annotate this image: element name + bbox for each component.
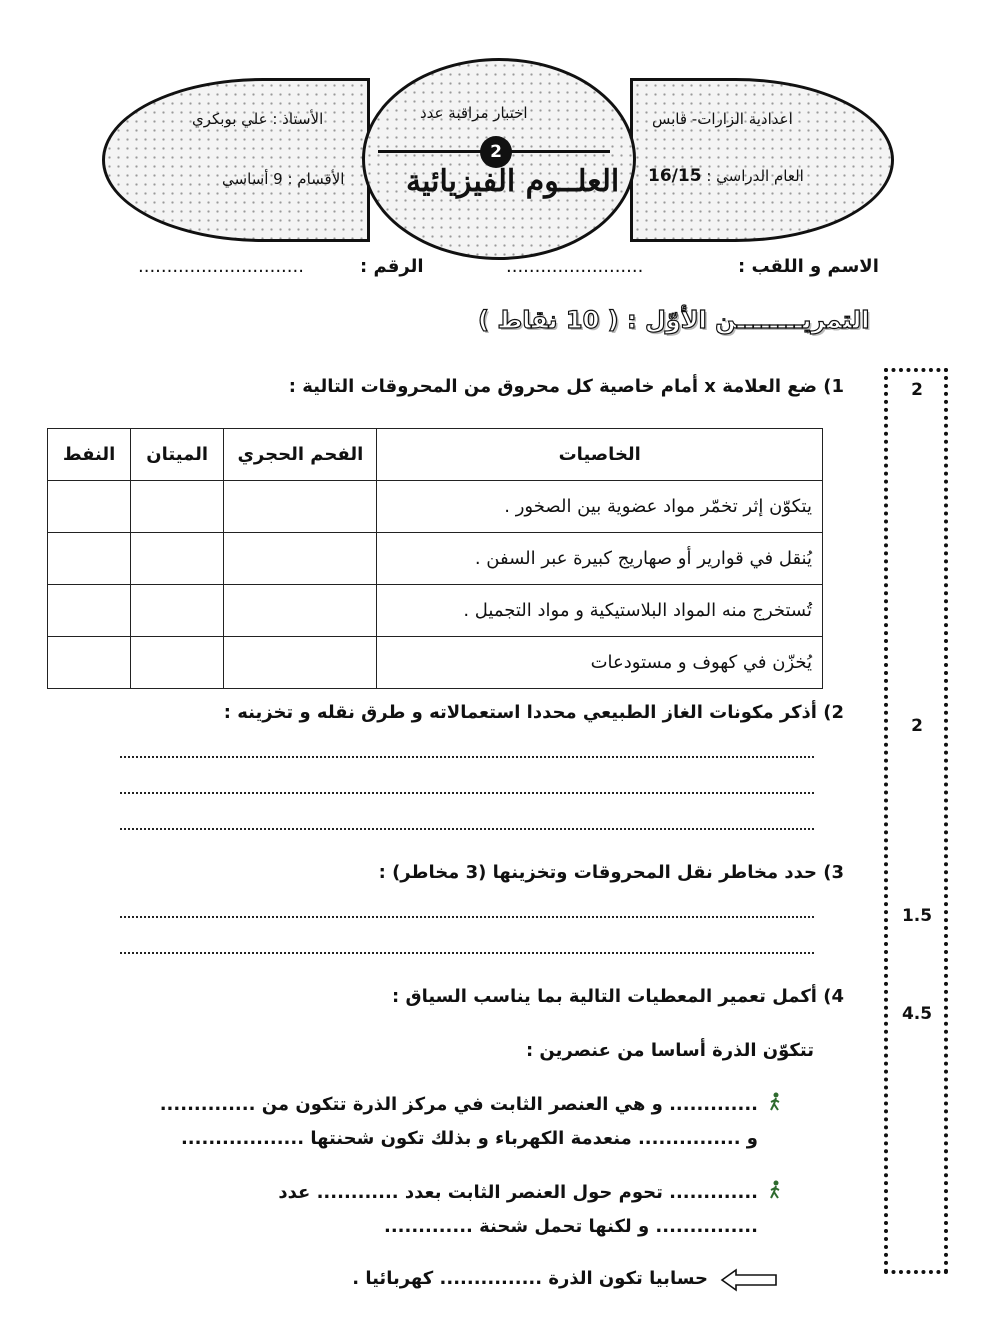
property-cell: تُستخرج منه المواد البلاستيكية و مواد التجميل . (377, 585, 823, 637)
walking-figure-icon (768, 1092, 782, 1112)
q4-intro: تتكوّن الذرة أساسا من عنصرين : (525, 1040, 814, 1061)
fuel-properties-table (47, 428, 823, 689)
oil-checkbox-cell[interactable] (48, 585, 131, 637)
q4-bullet1-line2: و ............... منعدمة الكهرباء و بذلك تكون شحنتها .................. (180, 1128, 758, 1149)
subject-title: العلــوم الفيزيائية (406, 164, 620, 199)
q4-bullet2-line1: ............. تحوم حول العنصر الثابت بعدد ............ عدد (278, 1182, 758, 1203)
table-header-row (48, 429, 823, 481)
oil-checkbox-cell[interactable] (48, 533, 131, 585)
oil-checkbox-cell[interactable] (48, 637, 131, 689)
question-3: 3) حدد مخاطر نقل المحروقات وتخزينها (3 مخاطر) : (378, 862, 844, 883)
table-row (48, 481, 823, 533)
table-row (48, 637, 823, 689)
exercise-title: التمريــــــــن الأوّل : ( 10 نقاط ) (478, 306, 870, 334)
header-coal: الفحم الحجري (224, 429, 377, 481)
answer-line[interactable] (120, 828, 814, 830)
name-label: الاسم و اللقب : (738, 256, 879, 277)
score-q2: 2 (911, 716, 923, 736)
property-cell: يُخزّن في كهوف و مستودعات (377, 637, 823, 689)
arrow-left-icon (720, 1268, 778, 1292)
answer-line[interactable] (120, 792, 814, 794)
methane-checkbox-cell[interactable] (131, 637, 224, 689)
methane-checkbox-cell[interactable] (131, 481, 224, 533)
classes-label: الأقسام : 9 أساسي (222, 170, 345, 188)
coal-checkbox-cell[interactable] (224, 637, 377, 689)
score-q4: 4.5 (901, 1004, 933, 1024)
methane-checkbox-cell[interactable] (131, 585, 224, 637)
header-properties: الخاصيات (377, 429, 823, 481)
header-right-panel (630, 78, 894, 242)
property-cell: يتكوّن إثر تخمّر مواد عضوية بين الصخور . (377, 481, 823, 533)
header-left-panel (102, 78, 370, 242)
header-methane: الميتان (131, 429, 224, 481)
number-label: الرقم : (360, 256, 424, 277)
answer-line[interactable] (120, 756, 814, 758)
score-q3: 1.5 (901, 906, 933, 926)
school-name: اعدادية الزارات- قابس (652, 110, 793, 128)
exam-number-badge: 2 (480, 136, 512, 168)
question-1: 1) ضع العلامة x أمام خاصية كل محروق من المحروقات التالية : (288, 376, 844, 397)
question-4: 4) أكمل تعمير المعطيات التالية بما يناسب السياق : (392, 986, 844, 1007)
q4-conclusion: حسابيا تكون الذرة ............... كهربائيا . (352, 1268, 708, 1289)
exam-title: اختبار مراقبة عدد (420, 104, 528, 122)
number-field[interactable]: ............................. (138, 256, 304, 277)
answer-line[interactable] (120, 952, 814, 954)
question-2: 2) أذكر مكونات الغاز الطبيعي محددا استعمالاته و طرق نقله و تخزينه : (223, 702, 844, 723)
school-year: 16/15 العام الدراسي : (648, 166, 804, 186)
score-column (884, 368, 948, 1274)
table-row (48, 585, 823, 637)
oil-checkbox-cell[interactable] (48, 481, 131, 533)
score-q1: 2 (911, 380, 923, 400)
table-row (48, 533, 823, 585)
coal-checkbox-cell[interactable] (224, 481, 377, 533)
teacher-name: الأستاذ : علي بوبكري (192, 110, 324, 128)
walking-figure-icon (768, 1180, 782, 1200)
header-oil: النفط (48, 429, 131, 481)
coal-checkbox-cell[interactable] (224, 585, 377, 637)
property-cell: يُنقل في قوارير أو صهاريج كبيرة عبر السفن . (377, 533, 823, 585)
answer-line[interactable] (120, 916, 814, 918)
q4-bullet1-line1: ............. و هي العنصر الثابت في مركز الذرة تتكون من .............. (159, 1094, 758, 1115)
name-field[interactable]: ........................ (506, 256, 644, 277)
methane-checkbox-cell[interactable] (131, 533, 224, 585)
q4-bullet2-line2: ............... و لكنها تحمل شحنة ............. (383, 1216, 758, 1237)
coal-checkbox-cell[interactable] (224, 533, 377, 585)
